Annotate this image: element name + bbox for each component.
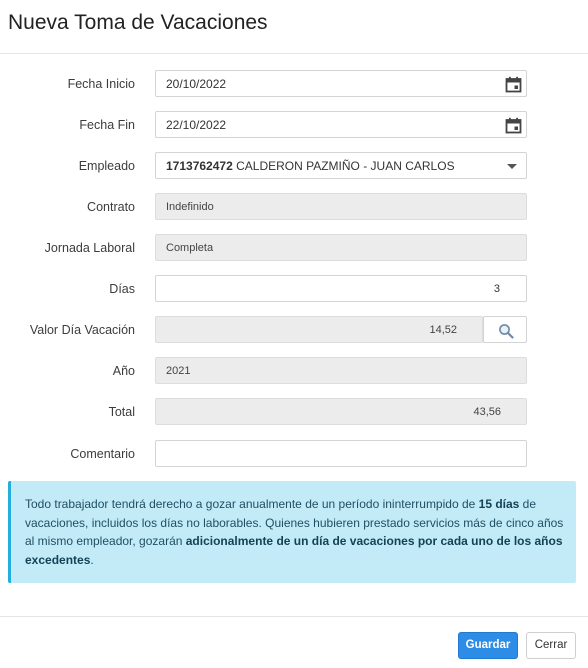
empleado-row <box>0 152 588 179</box>
fecha-inicio-label: Fecha Inicio <box>67 77 135 91</box>
contrato-field <box>155 193 527 220</box>
total-row <box>0 398 588 425</box>
chevron-down-icon[interactable] <box>507 164 517 169</box>
modal-title: Nueva Toma de Vacaciones <box>8 11 268 34</box>
search-icon <box>498 323 514 339</box>
comentario-row <box>0 440 588 467</box>
jornada-value: Completa <box>166 242 214 254</box>
valor-dia-label: Valor Día Vacación <box>29 323 135 337</box>
total-label: Total <box>108 405 135 419</box>
dias-input[interactable] <box>155 275 527 302</box>
total-value: 43,56 <box>473 406 501 418</box>
jornada-row <box>0 234 588 261</box>
anio-row <box>0 357 588 384</box>
modal-header <box>0 0 588 54</box>
alert-bold-2: adicionalmente de un día de vacaciones por cada uno de los años excedentes <box>25 534 563 567</box>
fecha-fin-value: 22/10/2022 <box>166 118 227 132</box>
modal-footer <box>0 616 588 668</box>
jornada-label: Jornada Laboral <box>44 241 135 255</box>
comentario-label: Comentario <box>70 447 135 461</box>
calendar-icon[interactable] <box>505 76 522 93</box>
empleado-code: 1713762472 <box>166 159 233 173</box>
fecha-inicio-input[interactable] <box>155 70 527 97</box>
anio-label: Año <box>112 364 135 378</box>
anio-value: 2021 <box>166 365 191 377</box>
valor-dia-value: 14,52 <box>429 324 457 336</box>
search-button[interactable] <box>483 316 527 343</box>
valor-dia-row <box>0 316 588 343</box>
info-alert <box>8 481 576 583</box>
fecha-fin-input[interactable] <box>155 111 527 138</box>
fecha-inicio-row <box>0 70 588 97</box>
total-field <box>155 398 527 425</box>
alert-text-3: . <box>90 552 94 567</box>
fecha-inicio-value: 20/10/2022 <box>166 77 227 91</box>
alert-text-1: Todo trabajador tendrá derecho a gozar anualmente de un período ininterrumpido de <box>25 497 479 511</box>
calendar-icon[interactable] <box>505 117 522 134</box>
anio-field <box>155 357 527 384</box>
empleado-name: CALDERON PAZMIÑO - JUAN CARLOS <box>236 159 455 173</box>
empleado-select[interactable] <box>155 152 527 179</box>
alert-text-2: de vacaciones, incluidos los días no laborables. Quienes hubieren prestado servicios más de cinco años al mismo empleador, gozarán <box>25 497 564 548</box>
dias-label: Días <box>109 282 135 296</box>
contrato-label: Contrato <box>87 200 135 214</box>
comentario-input[interactable] <box>155 440 527 467</box>
empleado-value <box>166 159 455 173</box>
close-button[interactable]: Cerrar <box>526 632 576 659</box>
dias-row <box>0 275 588 302</box>
alert-bold-1: 15 días <box>478 497 520 511</box>
valor-dia-field <box>155 316 483 343</box>
dias-value: 3 <box>493 283 500 295</box>
empleado-label: Empleado <box>78 159 135 173</box>
fecha-fin-row <box>0 111 588 138</box>
jornada-field <box>155 234 527 261</box>
fecha-fin-label: Fecha Fin <box>79 118 135 132</box>
contrato-value: Indefinido <box>166 201 214 213</box>
contrato-row <box>0 193 588 220</box>
save-button[interactable]: Guardar <box>458 632 518 659</box>
